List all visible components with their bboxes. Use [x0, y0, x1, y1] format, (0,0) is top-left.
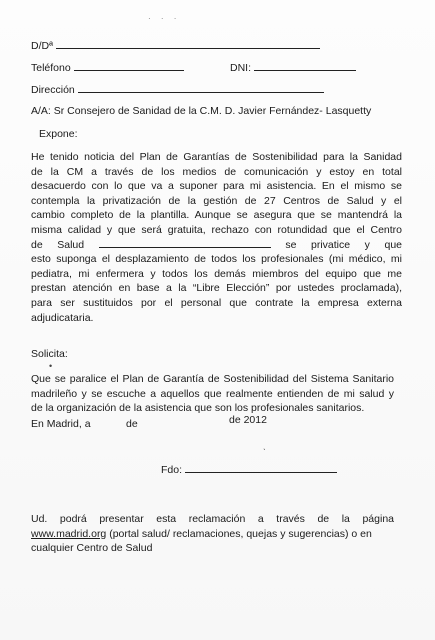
- address-field[interactable]: [78, 82, 324, 93]
- name-field[interactable]: [56, 38, 320, 49]
- centro-suffix: se privatice y que: [285, 238, 403, 251]
- phone-field[interactable]: [74, 60, 184, 71]
- signature-label: Fdo:: [161, 464, 183, 476]
- request-line: madrileño y se escuche a aquellos que realmente entienden de mi salud y: [31, 387, 394, 400]
- body-line: de la CM a través de los medios de comunicación y estoy en total: [31, 165, 402, 178]
- dni-field-row: [230, 60, 356, 75]
- complaint-body: [31, 150, 402, 325]
- dni-field[interactable]: [254, 60, 356, 71]
- body-line: He tenido noticia del Plan de Garantías de Sostenibilidad para la Sanidad: [31, 151, 402, 163]
- phone-field-row: [31, 60, 184, 75]
- dni-label: DNI:: [230, 62, 251, 74]
- name-label: D/Dª: [31, 40, 53, 52]
- expone-heading: Expone:: [39, 128, 78, 140]
- request-body: [31, 372, 394, 416]
- body-line: para ser sustituidos por el personal que contrate la empresa externa: [31, 296, 402, 309]
- centro-line: [31, 238, 402, 253]
- request-line-last: de la organización de la asistencia que son los profesionales sanitarios.: [31, 402, 365, 415]
- centro-field[interactable]: [99, 238, 271, 248]
- body-line: cambio completo de la plantilla. Aunque se asegura que se mantendrá la: [31, 209, 402, 222]
- date-de-label: de: [126, 418, 138, 430]
- centro-prefix: de Salud: [31, 238, 85, 251]
- signature-field[interactable]: [185, 462, 337, 473]
- body-line: desacuerdo con lo que va a suponer para mi asistencia. En el mismo se: [31, 180, 402, 193]
- name-field-row: [31, 38, 320, 53]
- place-label: En Madrid, a: [31, 418, 91, 430]
- address-field-row: [31, 82, 324, 97]
- body-line: prestan atención en base a la “Libre Elección” por ustedes proclamada),: [31, 282, 402, 295]
- pen-mark: ˎ: [263, 440, 266, 450]
- body-line: pediatra, mi enfermera y todos los demás miembros del equipo que me: [31, 267, 402, 280]
- footer-note: [31, 512, 394, 556]
- footer-line-rest: (portal salud/ reclamaciones, quejas y sugerencias) o en: [106, 527, 372, 540]
- addressee: A/A: Sr Consejero de Sanidad de la C.M. D. Javier Fernández- Lasquetty: [31, 105, 372, 117]
- body-line: contempla la privatización de la gestión de 27 Centros de Salud y el: [31, 194, 402, 207]
- address-label: Dirección: [31, 84, 75, 96]
- solicita-heading: Solicita:: [31, 348, 68, 360]
- signature-row: [161, 462, 337, 477]
- madrid-org-link[interactable]: www.madrid.org: [31, 527, 107, 540]
- phone-label: Teléfono: [31, 62, 71, 74]
- request-line: Que se paralice el Plan de Garantía de Sostenibilidad del Sistema Sanitario: [31, 373, 394, 385]
- footer-line: cualquier Centro de Salud: [31, 542, 153, 555]
- year-label: de 2012: [229, 414, 267, 426]
- footer-line: Ud. podrá presentar esta reclamación a través de la página: [31, 513, 394, 525]
- body-line: misma calidad y que será gratuita, rechazo con rotundidad que el Centro: [31, 223, 402, 236]
- scan-specks: · · ·: [148, 14, 181, 23]
- pen-mark: •: [49, 361, 53, 371]
- body-line: esto suponga el desplazamiento de todos los profesionales (mi médico, mi: [31, 253, 402, 266]
- body-line-last: adjudicataria.: [31, 311, 94, 324]
- footer-line: [31, 527, 394, 542]
